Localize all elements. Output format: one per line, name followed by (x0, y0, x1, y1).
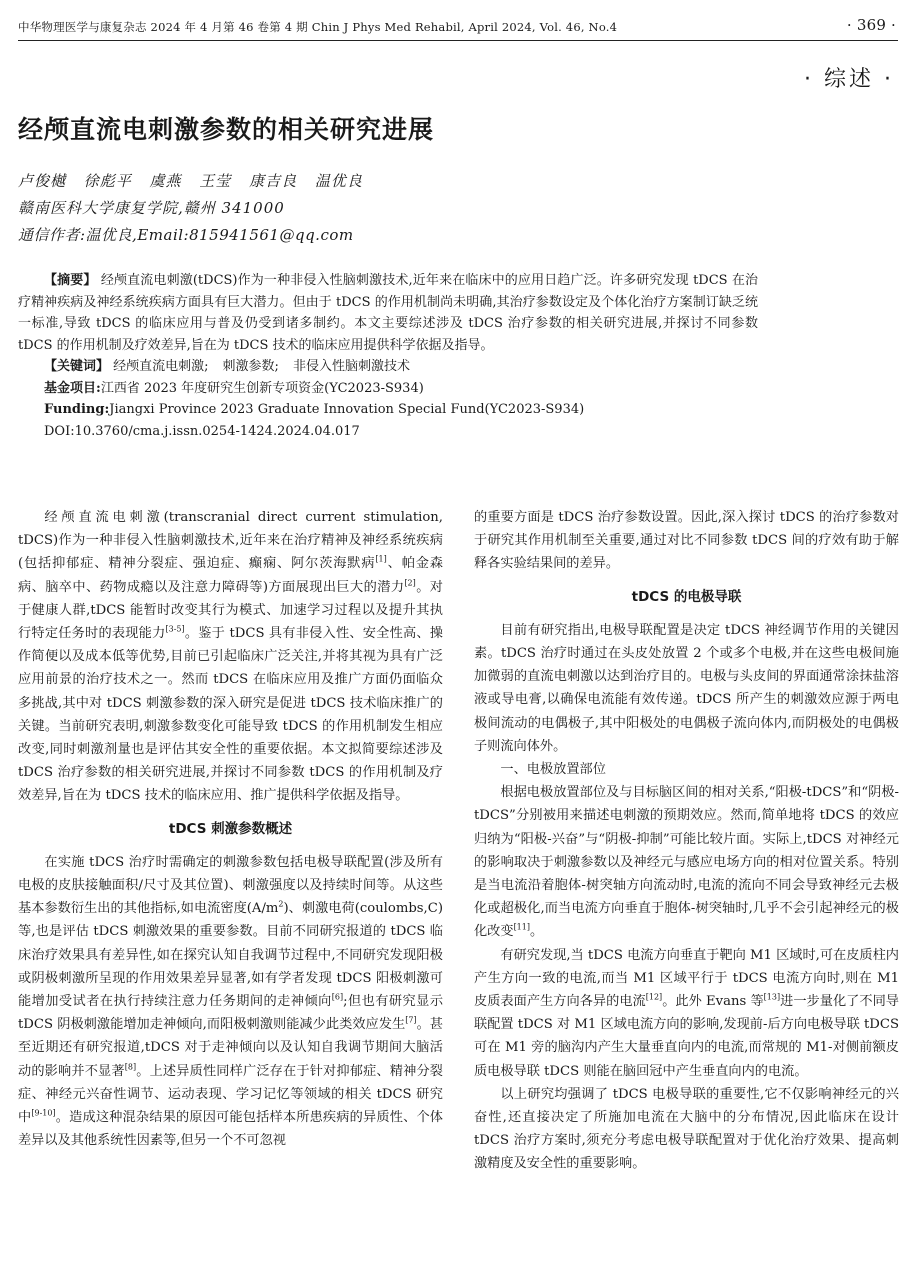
keyword-item: 经颅直流电刺激; (113, 359, 209, 374)
section-tag: · 综述 · (804, 67, 894, 92)
fund-label: 基金项目: (44, 380, 101, 396)
body-column-left (18, 506, 443, 1152)
abstract-text: 经颅直流电刺激(tDCS)作为一种非侵入性脑刺激技术,近年来在临床中的应用日趋广泛。许多研究发现 tDCS 在治疗精神疾病及神经系统疾病方面具有巨大潜力。但由于 tDCS 的作用机制尚未明确,其治疗参数设定及个体化治疗方案制订缺乏统一标准,导致 tDCS 的临床应用与普及仍受到诸多制约。本文主要综述涉及 tDCS 治疗参数的相关研究进展,并探讨不同参数 tDCS 的作用机制及疗效差异,旨在为 tDCS 技术的临床应用提供科学依据及指导。 (18, 273, 758, 353)
parameters-paragraph (18, 851, 443, 1153)
citation-ref[interactable]: [9-10] (31, 1108, 56, 1118)
placement-paragraph (474, 781, 899, 943)
body-text: 有研究发现,当 tDCS 电流方向垂直于靶向 M1 区域时,可在皮质柱内产生方向一致的电流,而当 M1 区域平行于 tDCS 电流方向时,则在 M1 皮质表面产生方向各异的电流 (474, 947, 899, 1010)
body-text: 。 (529, 924, 544, 940)
article-title: 经颅直流电刺激参数的相关研究进展 (18, 115, 435, 144)
m1-paragraph (474, 944, 899, 1083)
body-text: 。造成这种混杂结果的原因可能包括样本所患疾病的异质性、个体差异以及其他系统性因素等,但另一个不可忽视 (18, 1110, 443, 1149)
fund-text: 江西省 2023 年度研究生创新专项资金(YC2023-S934) (100, 380, 424, 396)
citation-ref[interactable]: [8] (124, 1062, 137, 1072)
citation-ref[interactable]: [11] (513, 923, 530, 933)
funding-en-label: Funding: (44, 402, 110, 417)
funding-en-line (18, 399, 758, 421)
citation-ref[interactable]: [7] (405, 1015, 417, 1025)
citation-ref[interactable]: [12] (645, 992, 663, 1002)
citation-ref[interactable]: [1] (375, 555, 387, 565)
journal-citation: 中华物理医学与康复杂志 2024 年 4 月第 46 卷第 4 期 Chin J Phys Med Rehabil, April 2024, Vol. 46, No.4 (18, 20, 618, 34)
citation-ref[interactable]: [2] (404, 578, 416, 588)
intro-paragraph (18, 506, 443, 808)
keywords-label: 【关键词】 (44, 359, 110, 374)
electrode-paragraph: 目前有研究指出,电极导联配置是决定 tDCS 神经调节作用的关键因素。tDCS 治疗时通过在头皮处放置 2 个或多个电极,并在这些电极间施加微弱的直流电刺激以达到治疗目的。电极与头皮间的界面通常涂抹盐溶液或导电膏,以确保电流能有效传递。tDCS 所产生的刺激效应源于两电极间流动的电偶极子,其中阳极处的电偶极子流向体内,而阴极处的电偶极子则流向体外。 (474, 622, 899, 754)
body-text: 。鉴于 tDCS 具有非侵入性、安全性高、操作简便以及成本低等优势,目前已引起临床广泛关注,并将其视为具有广泛应用前景的治疗技术之一。然而 tDCS 在临床应用及推广方面仍面临众多挑战,其中对 tDCS 刺激参数的深入研究是促进 tDCS 技术临床推广的关键。当前研究表明,刺激参数变化可能导致 tDCS 的作用机制发生相应改变,同时刺激剂量也是评估其安全性的重要依据。本文拟简要综述涉及 tDCS 治疗参数的相关研究进展,并探讨不同参数 tDCS 的作用机制及疗效差异,旨在为 tDCS 技术的临床应用、推广提供科学依据及指导。 (18, 626, 443, 804)
body-text: 、帕金森病、脑卒中、药物成瘾以及注意力障碍等)方面展现出巨大的潜力 (18, 556, 443, 595)
subsection-heading: 一、电极放置部位 (500, 762, 606, 778)
section-heading: tDCS 的电极导联 (631, 588, 742, 605)
abstract (18, 270, 758, 356)
affiliation: 赣南医科大学康复学院,赣州 341000 (18, 199, 285, 217)
body-text: ;但也有研究显示 tDCS 阴极刺激能增加走神倾向,而阳极刺激则能减少此类效应发生 (18, 994, 444, 1033)
body-text: 。甚至近期还有研究报道,tDCS 对于走神倾向以及认知自我调节期间大脑活动的影响并不显著 (18, 1017, 443, 1079)
fund-line (18, 378, 758, 400)
body-text: 。对于健康人群,tDCS 能暂时改变其行为模式、加速学习过程以及提升其执行特定任务时的表现能力 (18, 579, 443, 642)
body-text: 。上述异质性同样广泛存在于针对抑郁症、精神分裂症、神经元兴奋性调节、运动表现、学习记忆等领域的相关 tDCS 研究中 (18, 1063, 443, 1126)
keyword-item: 刺激参数; (222, 359, 279, 374)
section-heading: tDCS 刺激参数概述 (168, 820, 293, 837)
doi-line: DOI:10.3760/cma.j.issn.0254-1424.2024.04.017 (44, 423, 360, 439)
citation-ref[interactable]: [13] (763, 992, 781, 1002)
continued-paragraph: 的重要方面是 tDCS 治疗参数设置。因此,深入探讨 tDCS 的治疗参数对于研究其作用机制至关重要,通过对比不同参数 tDCS 间的疗效有助于解释各实验结果间的差异。 (474, 510, 899, 572)
keywords (18, 356, 758, 378)
funding-en-text: Jiangxi Province 2023 Graduate Innovation Special Fund(YC2023-S934) (109, 402, 585, 417)
abstract-block (18, 270, 758, 442)
body-text: 经颅直流电刺激(transcranial direct current stimulation, tDCS)作为一种非侵入性脑刺激技术,近年来在治疗精神及神经系统疾病(包括抑郁症、精神分裂症、强迫症、癫痫、阿尔茨海默病 (18, 510, 443, 572)
author-list: 卢俊樾 徐彪平 虞燕 王莹 康吉良 温优良 (18, 172, 363, 190)
running-head (18, 14, 898, 41)
body-text: )、刺激电荷(coulombs,C)等,也是评估 tDCS 刺激效果的重要参数。目前不同研究报道的 tDCS 临床治疗效果具有差异性,如在探究认知自我调节过程中,不同研究发现阳极或阴极刺激所呈现的作用效果差异显著,如有学者发现 tDCS 阳极刺激可能增加受试者在执行持续注意力任务期间的走神倾向 (18, 901, 443, 1010)
body-text: 。此外 Evans 等 (662, 994, 764, 1010)
superscript: 2 (278, 899, 284, 909)
abstract-label: 【摘要】 (44, 273, 97, 288)
corresponding-author: 通信作者:温优良,Email:815941561@qq.com (18, 226, 354, 244)
body-text: 在实施 tDCS 治疗时需确定的刺激参数包括电极导联配置(涉及所有电极的皮肤接触面积/尺寸及其位置)、刺激强度以及持续时间等。从这些基本参数衍生出的其他指标,如电流密度(A/m (18, 854, 443, 917)
page-number: · 369 · (846, 16, 896, 34)
body-text: 进一步量化了不同导联配置 tDCS 对 M1 区域电流方向的影响,发现前-后方向电极导联 tDCS 可在 M1 旁的脑沟内产生大量垂直向内的电流,而常规的 M1-对侧前额皮质电极导联 tDCS 则能在脑回冠中产生垂直向内的电流。 (474, 994, 899, 1079)
body-text: 根据电极放置部位及与目标脑区间的相对关系,“阳极-tDCS”和“阴极-tDCS”分别被用来描述电刺激的预期效应。然而,简单地将 tDCS 的效应归纳为“阳极-兴奋”与“阴极-抑制”可能比较片面。实际上,tDCS 对神经元的影响取决于刺激参数以及神经元与感应电场方向的相对位置关系。特别是当电流沿着胞体-树突轴方向流动时,电流的流向不同会导致神经元去极化或超极化,而当电流方向垂直于胞体-树突轴时,几乎不会引起神经元的极化改变 (474, 785, 899, 940)
body-column-right (474, 506, 899, 1176)
keyword-item: 非侵入性脑刺激技术 (292, 359, 410, 374)
citation-ref[interactable]: [3-5] (165, 624, 185, 634)
citation-ref[interactable]: [6] (331, 992, 344, 1002)
summary-paragraph: 以上研究均强调了 tDCS 电极导联的重要性,它不仅影响神经元的兴奋性,还直接决定了所施加电流在大脑中的分布情况,因此临床在设计 tDCS 治疗方案时,须充分考虑电极导联配置对于优化治疗效果、提高刺激精度及安全性的重要影响。 (474, 1086, 899, 1172)
